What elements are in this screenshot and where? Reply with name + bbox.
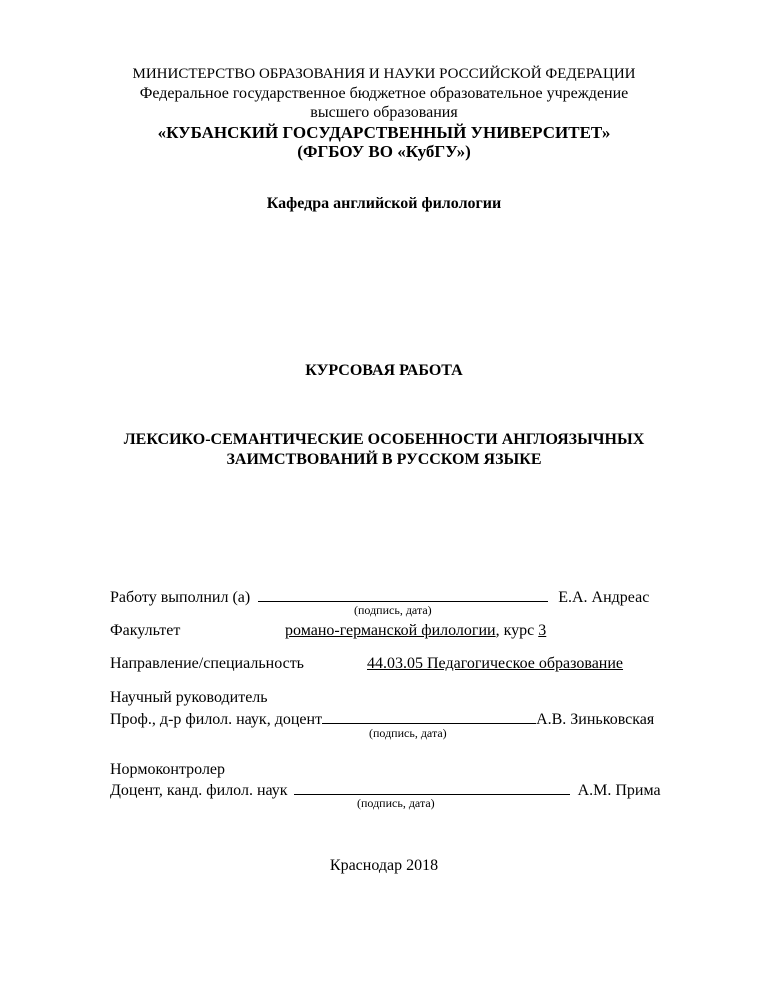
supervisor-label: Научный руководитель xyxy=(110,689,268,706)
author-label: Работу выполнил (а) xyxy=(110,589,251,606)
work-title-line-2: ЗАИМСТВОВАНИЙ В РУССКОМ ЯЗЫКЕ xyxy=(226,451,542,468)
normcontroller-label: Нормоконтролер xyxy=(110,761,226,778)
city-year: Краснодар 2018 xyxy=(329,857,439,874)
education-level: высшего образования xyxy=(310,104,458,121)
normcontroller-signature-hint: (подпись, дата) xyxy=(357,796,435,810)
supervisor-name: А.В. Зиньковская xyxy=(536,711,655,728)
specialty-value: 44.03.05 Педагогическое образование xyxy=(367,655,624,672)
author-signature-line xyxy=(258,587,548,602)
course-value: 3 xyxy=(538,622,547,639)
normcontroller-position: Доцент, канд. филол. наук xyxy=(110,782,288,799)
university-name: «КУБАНСКИЙ ГОСУДАРСТВЕННЫЙ УНИВЕРСИТЕТ» xyxy=(157,123,611,142)
author-name: Е.А. Андреас xyxy=(558,589,650,606)
normcontroller-signature-line xyxy=(294,780,570,795)
university-abbreviation: (ФГБОУ ВО «КубГУ») xyxy=(297,142,471,161)
specialty-label: Направление/специальность xyxy=(110,655,304,672)
faculty-row xyxy=(110,623,180,639)
faculty-value: романо-германской филологии xyxy=(285,622,496,639)
department-name: Кафедра английской филологии xyxy=(266,195,502,212)
ministry-name: МИНИСТЕРСТВО ОБРАЗОВАНИЯ И НАУКИ РОССИЙСКОЙ ФЕДЕРАЦИИ xyxy=(132,66,636,82)
faculty-value-group xyxy=(285,623,546,639)
normcontroller-name: А.М. Прима xyxy=(577,782,661,799)
course-label: , курс xyxy=(495,622,535,639)
supervisor-signature-line xyxy=(322,709,536,724)
faculty-label: Факультет xyxy=(110,622,181,639)
institution-type: Федеральное государственное бюджетное образовательное учреждение xyxy=(139,85,629,102)
author-signature-hint: (подпись, дата) xyxy=(354,603,432,617)
work-type-heading: КУРСОВАЯ РАБОТА xyxy=(305,362,463,379)
supervisor-signature-hint: (подпись, дата) xyxy=(369,726,447,740)
work-title-line-1: ЛЕКСИКО-СЕМАНТИЧЕСКИЕ ОСОБЕННОСТИ АНГЛОЯЗЫЧНЫХ xyxy=(123,431,645,448)
supervisor-position: Проф., д-р филол. наук, доцент xyxy=(110,711,323,728)
